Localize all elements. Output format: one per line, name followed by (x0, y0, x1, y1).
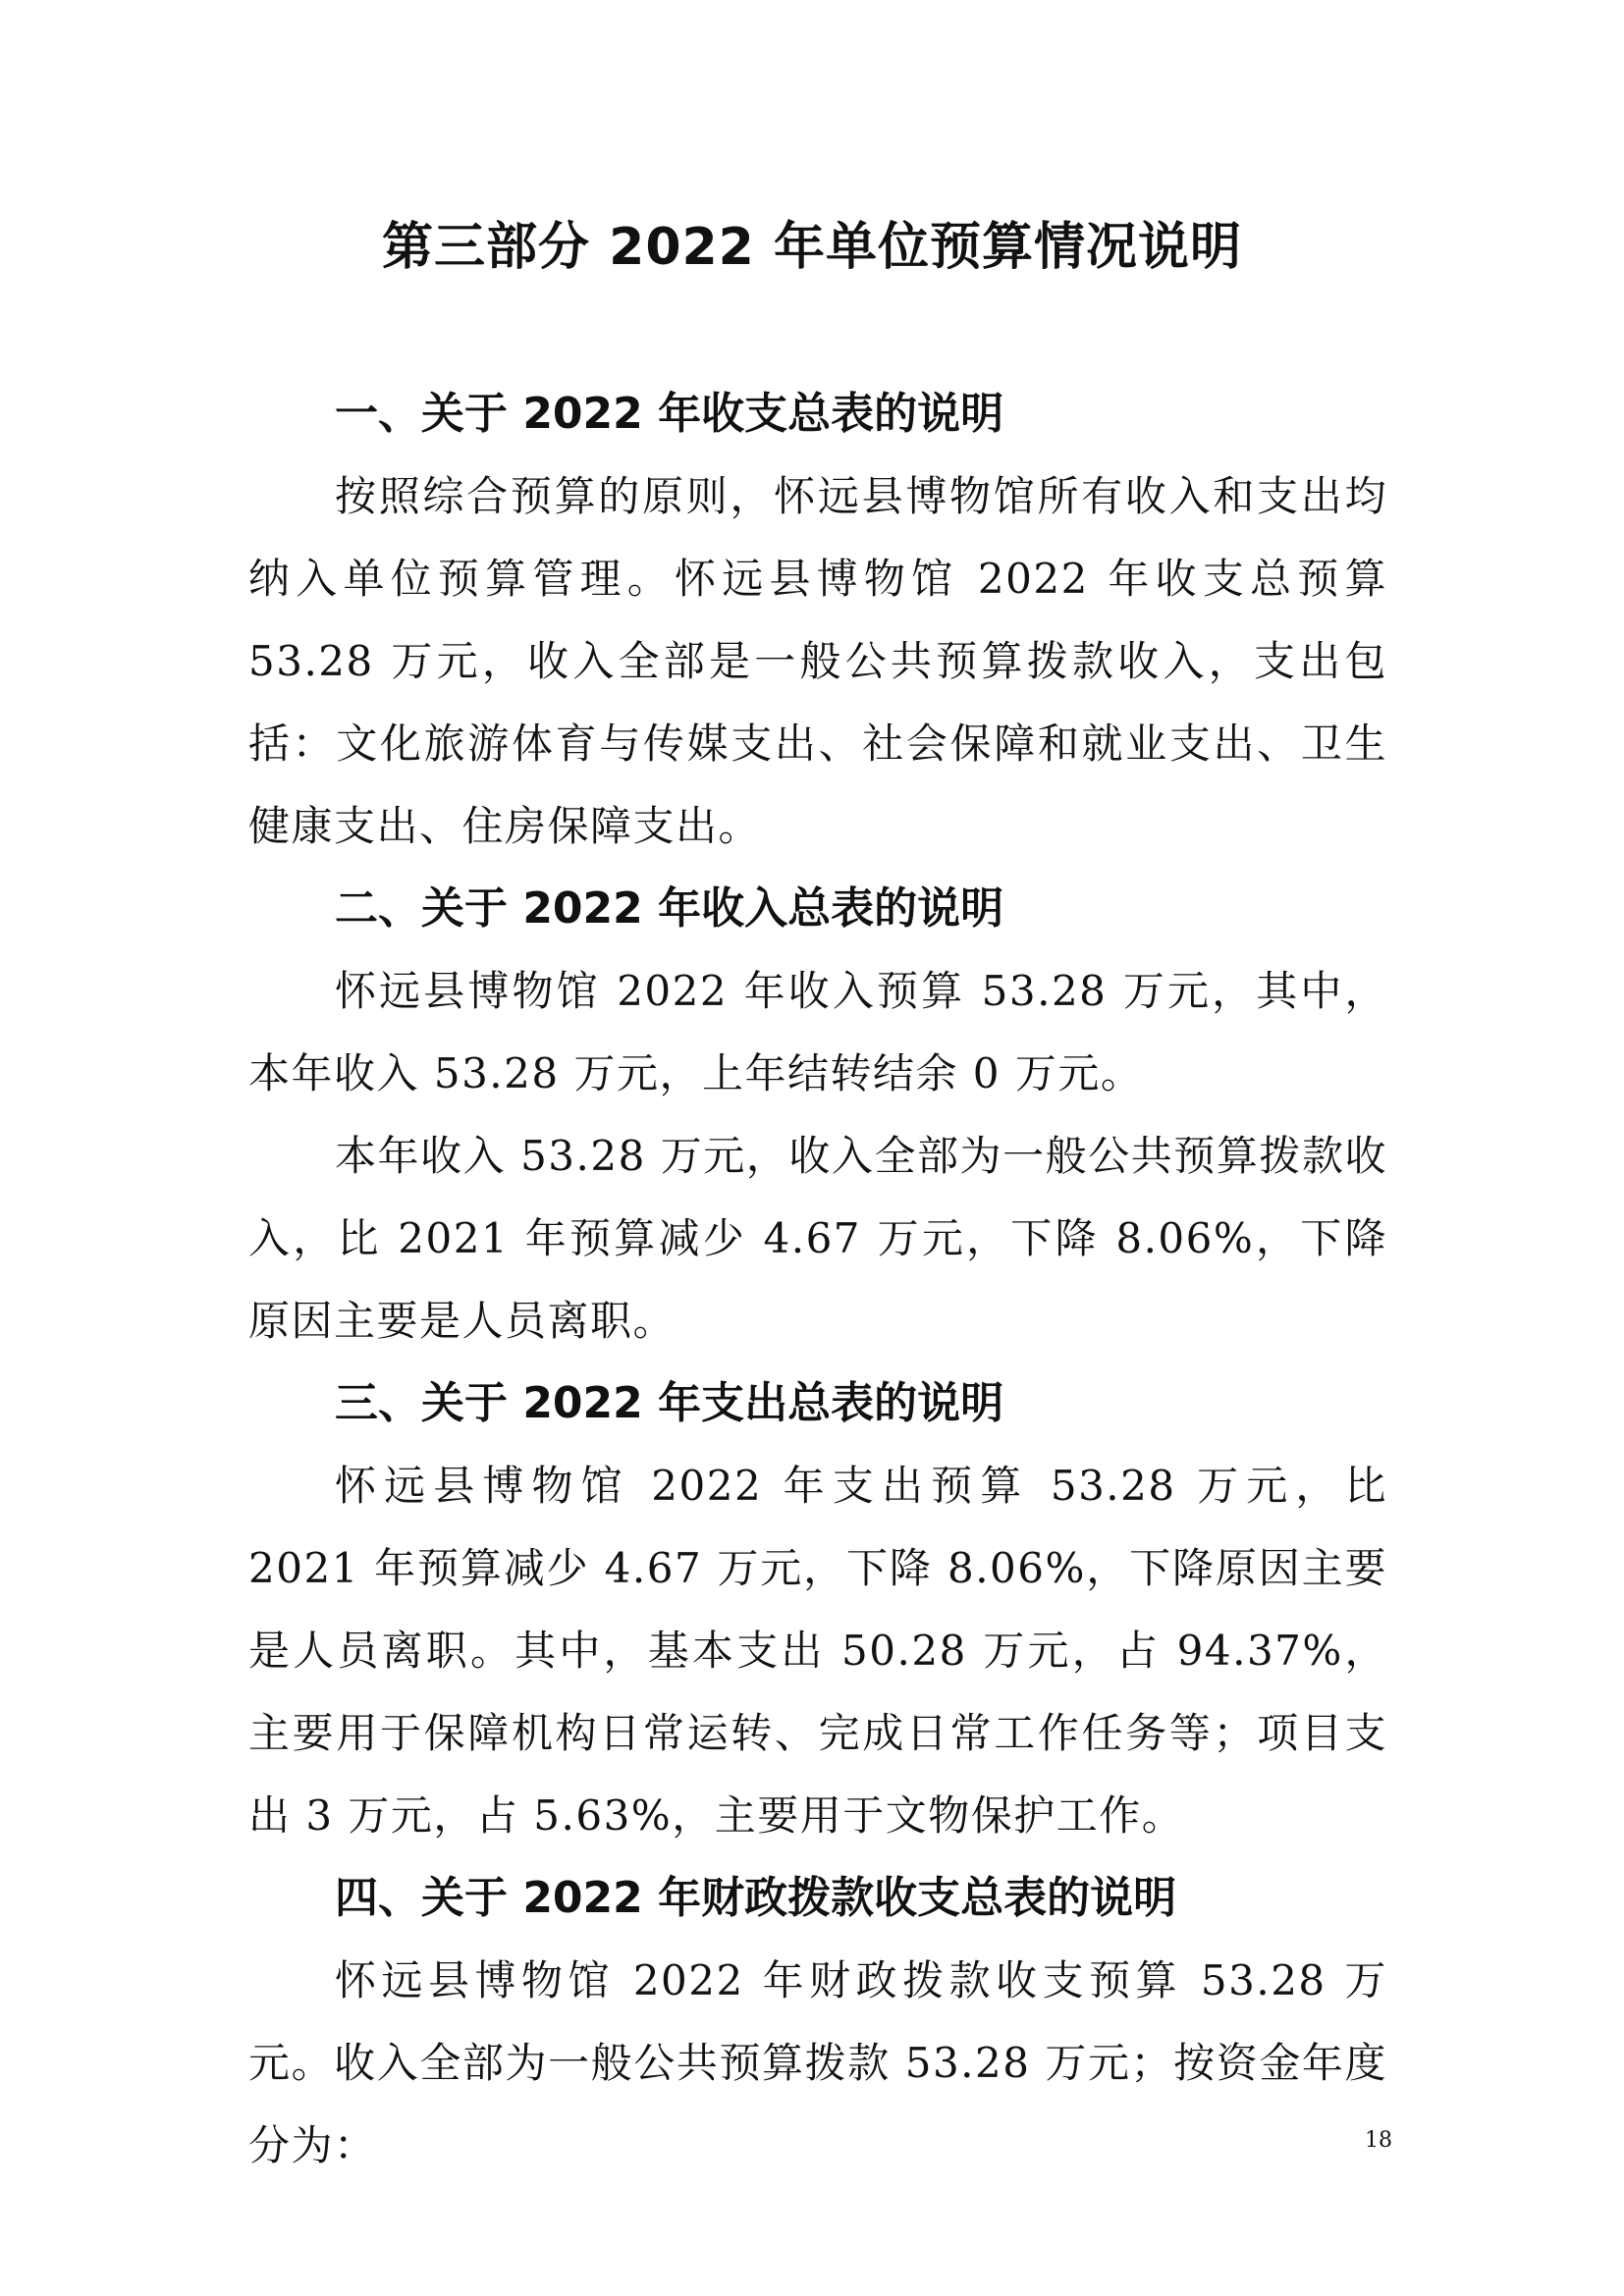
paragraph: 本年收入 53.28 万元，收入全部为一般公共预算拨款收入，比 2021 年预算减少 4.67 万元，下降 8.06%，下降原因主要是人员离职。 (248, 1132, 1387, 1345)
section-heading: 四、关于 2022 年财政拨款收支总表的说明 (335, 1873, 1177, 1923)
section-heading: 三、关于 2022 年支出总表的说明 (335, 1378, 1004, 1428)
section-income-summary (248, 868, 1387, 1362)
section-heading: 二、关于 2022 年收入总表的说明 (335, 883, 1004, 934)
section-fiscal-appropriation-summary (248, 1857, 1387, 2187)
page-number: 18 (1365, 2128, 1392, 2153)
paragraph: 怀远县博物馆 2022 年支出预算 53.28 万元，比 2021 年预算减少 4.67 万元，下降 8.06%，下降原因主要是人员离职。其中，基本支出 50.28 万元，占 94.37%，主要用于保障机构日常运转、完成日常工作任务等；项目支出 3 万元，占 5.63%，主要用于文物保护工作。 (248, 1462, 1387, 1840)
document-body (248, 373, 1387, 2187)
paragraph: 怀远县博物馆 2022 年收入预算 53.28 万元，其中，本年收入 53.28 万元，上年结转结余 0 万元。 (248, 967, 1387, 1097)
paragraph: 按照综合预算的原则，怀远县博物馆所有收入和支出均纳入单位预算管理。怀远县博物馆 2022 年收支总预算 53.28 万元，收入全部是一般公共预算拨款收入，支出包括：文化旅游体育与传媒支出、社会保障和就业支出、卫生健康支出、住房保障支出。 (248, 472, 1387, 850)
paragraph: 怀远县博物馆 2022 年财政拨款收支预算 53.28 万元。收入全部为一般公共预算拨款 53.28 万元；按资金年度分为： (248, 1956, 1387, 2169)
section-income-expense-summary (248, 373, 1387, 868)
section-expense-summary (248, 1362, 1387, 1857)
page-title: 第三部分 2022 年单位预算情况说明 (382, 218, 1242, 277)
section-heading: 一、关于 2022 年收支总表的说明 (335, 389, 1004, 439)
